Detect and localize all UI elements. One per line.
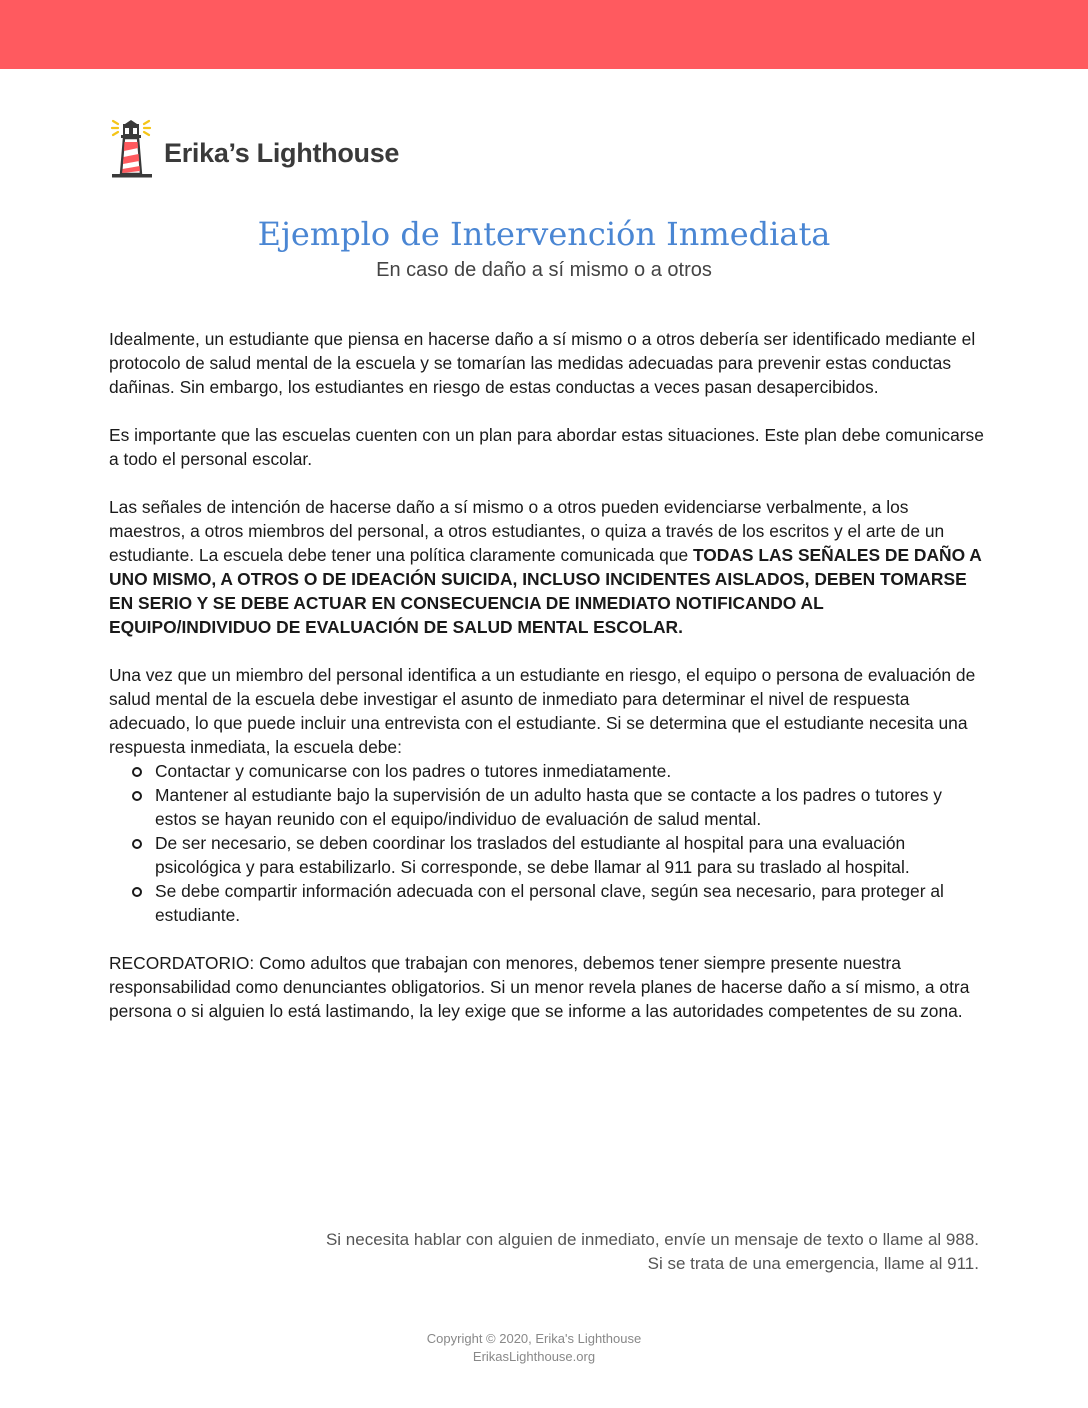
help-line-911: Si se trata de una emergencia, llame al 911. bbox=[647, 1254, 979, 1273]
list-item: Contactar y comunicarse con los padres o tutores inmediatamente. bbox=[155, 759, 984, 783]
list-item: Mantener al estudiante bajo la supervisión de un adulto hasta que se contacte a los padres o tutores y estos se hayan reunido con el equipo/individuo de evaluación de salud mental. bbox=[155, 783, 984, 831]
paragraph-signals bbox=[109, 495, 984, 639]
footer bbox=[0, 1330, 1068, 1366]
signals-text: Las señales de intención de hacerse daño a sí mismo o a otros pueden evidenciarse verbalmente, a los maestros, a otros miembros del personal, a otros estudiantes, o quiza a través de los escritos y el arte de un estudiante. La escuela debe tener una política claramente comunicada que bbox=[109, 497, 945, 565]
paragraph-reminder: RECORDATORIO: Como adultos que trabajan con menores, debemos tener siempre presente nuestra responsabilidad como denunciantes obligatorios. Si un menor revela planes de hacerse daño a sí mismo, a otra persona o si alguien lo está lastimando, la ley exige que se informe a las autoridades competentes de su zona. bbox=[109, 953, 970, 1021]
list-item: De ser necesario, se deben coordinar los traslados del estudiante al hospital para una evaluación psicológica y para estabilizarlo. Si corresponde, se debe llamar al 911 para su traslado al hospital. bbox=[155, 831, 984, 879]
page-subtitle: En caso de daño a sí mismo o a otros bbox=[376, 259, 712, 281]
top-color-band bbox=[0, 0, 1088, 69]
paragraph-plan: Es importante que las escuelas cuenten con un plan para abordar estas situaciones. Este plan debe comunicarse a todo el personal escolar. bbox=[109, 425, 984, 469]
lighthouse-icon bbox=[108, 118, 158, 182]
copyright-text: Copyright © 2020, Erika's Lighthouse bbox=[426, 1331, 642, 1346]
website-text: ErikasLighthouse.org bbox=[472, 1349, 596, 1364]
paragraph-intro: Idealmente, un estudiante que piensa en hacerse daño a sí mismo o a otros debería ser identificado mediante el protocolo de salud mental de la escuela y se tomarían las medidas adecuadas para prevenir estas conductas dañinas. Sin embargo, los estudiantes en riesgo de estas conductas a veces pasan desapercibidos. bbox=[109, 329, 976, 397]
response-steps-list bbox=[109, 759, 984, 927]
paragraph-response: Una vez que un miembro del personal identifica a un estudiante en riesgo, el equipo o persona de evaluación de salud mental de la escuela debe investigar el asunto de inmediato para determinar el nivel de respuesta adecuado, lo que puede incluir una entrevista con el estudiante. Si se determina que el estudiante necesita una respuesta inmediata, la escuela debe: bbox=[109, 665, 976, 757]
document-body bbox=[109, 327, 984, 1047]
page-title: Ejemplo de Intervención Inmediata bbox=[257, 215, 831, 253]
list-item: Se debe compartir información adecuada con el personal clave, según sea necesario, para proteger al estudiante. bbox=[155, 879, 984, 927]
help-contact-info bbox=[326, 1228, 979, 1276]
brand-name: Erika’s Lighthouse bbox=[164, 137, 400, 168]
brand-logo bbox=[108, 118, 399, 182]
help-line-988: Si necesita hablar con alguien de inmediato, envíe un mensaje de texto o llame al 988. bbox=[325, 1230, 979, 1249]
signals-policy-bold: TODAS LAS SEÑALES DE DAÑO A UNO MISMO, A OTROS O DE IDEACIÓN SUICIDA, INCLUSO INCIDENTES AISLADOS, DEBEN TOMARSE EN SERIO Y SE DEBE ACTUAR EN CONSECUENCIA DE INMEDIATO NOTIFICANDO AL EQUIPO/INDIVIDUO DE EVALUACIÓN DE SALUD MENTAL ESCOLAR. bbox=[109, 545, 982, 637]
